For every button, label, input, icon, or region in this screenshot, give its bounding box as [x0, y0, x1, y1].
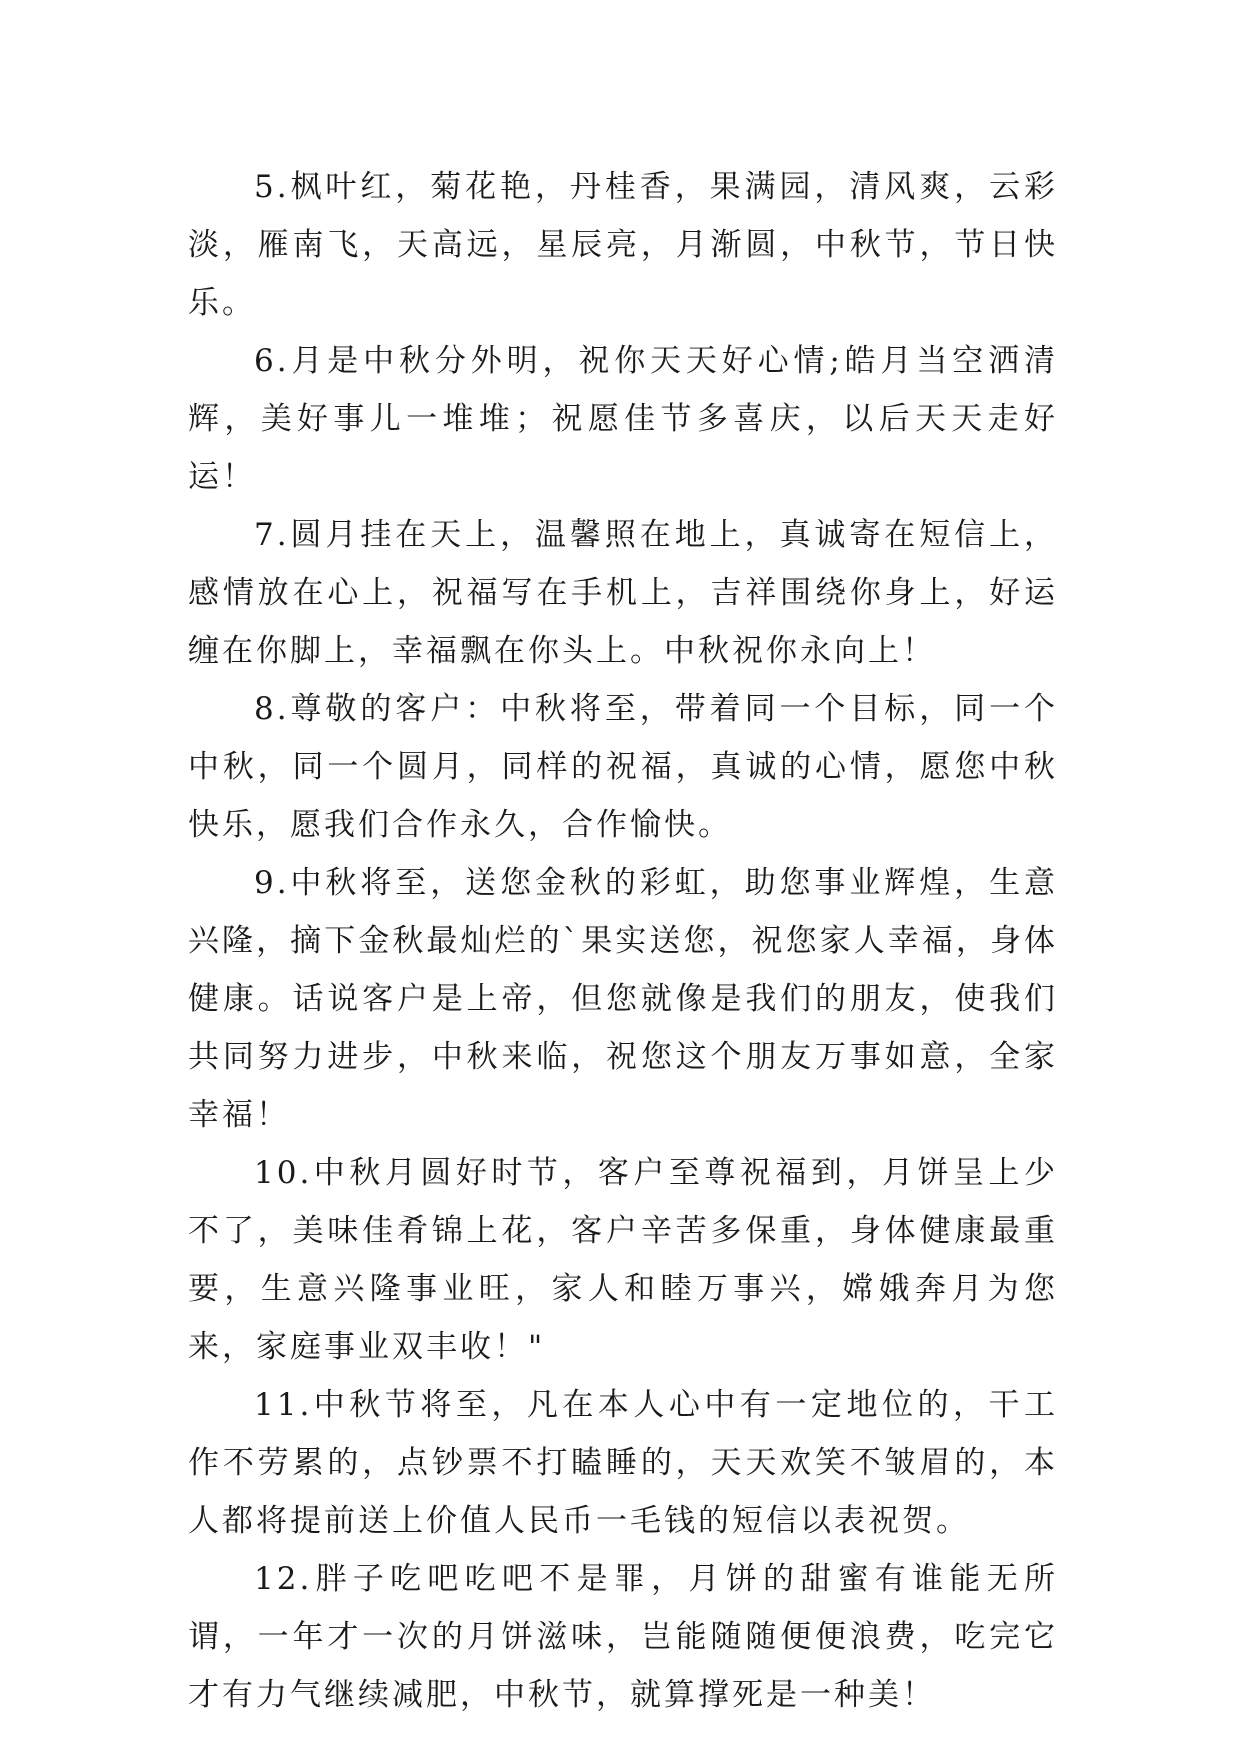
- paragraph-5: 5.枫叶红，菊花艳，丹桂香，果满园，清风爽，云彩淡，雁南飞，天高远，星辰亮，月渐圆，中秋节，节日快乐。: [188, 169, 1058, 321]
- paragraph-9: 9.中秋将至，送您金秋的彩虹，助您事业辉煌，生意兴隆，摘下金秋最灿烂的`果实送您，祝您家人幸福，身体健康。话说客户是上帝，但您就像是我们的朋友，使我们共同努力进步，中秋来临，祝您这个朋友万事如意，全家幸福！: [188, 865, 1058, 1133]
- paragraph-6: 6.月是中秋分外明，祝你天天好心情;皓月当空洒清辉，美好事儿一堆堆；祝愿佳节多喜庆，以后天天走好运！: [188, 343, 1058, 495]
- document-body: [188, 158, 1058, 1724]
- paragraph-12: 12.胖子吃吧吃吧不是罪，月饼的甜蜜有谁能无所谓，一年才一次的月饼滋味，岂能随随便便浪费，吃完它才有力气继续减肥，中秋节，就算撑死是一种美！: [188, 1561, 1058, 1713]
- paragraph-7: 7.圆月挂在天上，温馨照在地上，真诚寄在短信上，感情放在心上，祝福写在手机上，吉祥围绕你身上，好运缠在你脚上，幸福飘在你头上。中秋祝你永向上！: [188, 517, 1058, 669]
- paragraph-10: 10.中秋月圆好时节，客户至尊祝福到，月饼呈上少不了，美味佳肴锦上花，客户辛苦多保重，身体健康最重要，生意兴隆事业旺，家人和睦万事兴，嫦娥奔月为您来，家庭事业双丰收！": [188, 1155, 1058, 1365]
- paragraph-8: 8.尊敬的客户：中秋将至，带着同一个目标，同一个中秋，同一个圆月，同样的祝福，真诚的心情，愿您中秋快乐，愿我们合作永久，合作愉快。: [188, 691, 1058, 843]
- paragraph-11: 11.中秋节将至，凡在本人心中有一定地位的，干工作不劳累的，点钞票不打瞌睡的，天天欢笑不皱眉的，本人都将提前送上价值人民币一毛钱的短信以表祝贺。: [188, 1387, 1058, 1539]
